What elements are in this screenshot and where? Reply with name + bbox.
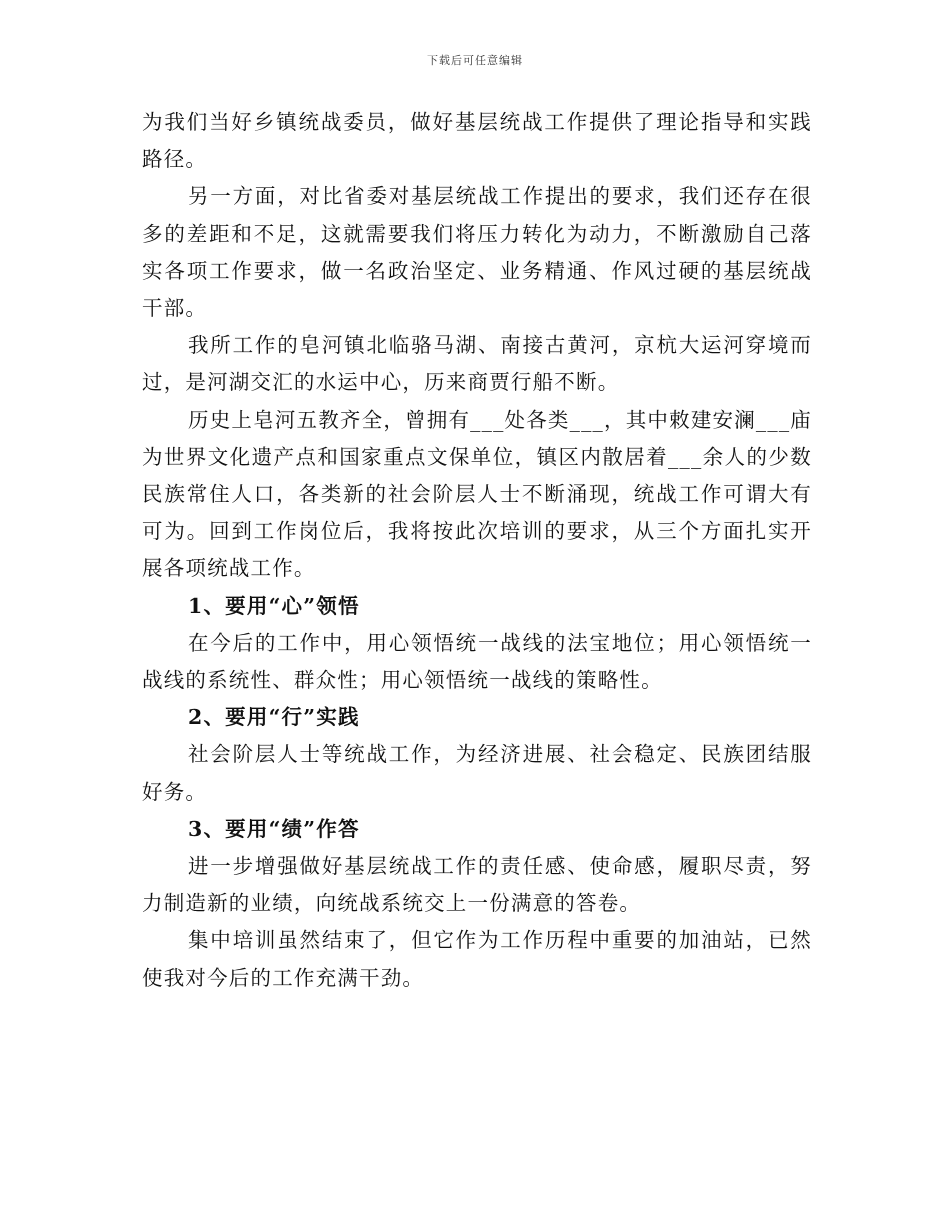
paragraph: 在今后的工作中，用心领悟统一战线的法宝地位；用心领悟统一战线的系统性、群众性；用心领悟统一战线的策略性。	[142, 630, 812, 693]
paragraph: 社会阶层人士等统战工作，为经济进展、社会稳定、民族团结服好务。	[142, 742, 812, 804]
document-body	[142, 104, 812, 997]
paragraph: 进一步增强做好基层统战工作的责任感、使命感，履职尽责，努力制造新的业绩，向统战系统交上一份满意的答卷。	[142, 854, 812, 916]
section-heading: 1、要用“心”领悟	[188, 593, 360, 618]
section-heading: 3、要用“绩”作答	[188, 816, 360, 841]
page-header: 下载后可任意编辑	[427, 54, 523, 67]
paragraph: 历史上皂河五教齐全，曾拥有___处各类___，其中敕建安澜___庙为世界文化遗产点和国家重点文保单位，镇区内散居着___余人的少数民族常住人口，各类新的社会阶层人士不断涌现，统战工作可谓大有可为。回到工作岗位后，我将按此次培训的要求，从三个方面扎实开展各项统战工作。	[142, 407, 812, 581]
section-heading: 2、要用“行”实践	[188, 705, 360, 730]
paragraph: 我所工作的皂河镇北临骆马湖、南接古黄河，京杭大运河穿境而过，是河湖交汇的水运中心，历来商贾行船不断。	[142, 333, 812, 395]
paragraph: 另一方面，对比省委对基层统战工作提出的要求，我们还存在很多的差距和不足，这就需要我们将压力转化为动力，不断激励自己落实各项工作要求，做一名政治坚定、业务精通、作风过硬的基层统战干部。	[142, 184, 812, 321]
paragraph: 集中培训虽然结束了，但它作为工作历程中重要的加油站，已然使我对今后的工作充满干劲。	[142, 928, 812, 990]
paragraph: 为我们当好乡镇统战委员，做好基层统战工作提供了理论指导和实践路径。	[142, 110, 812, 172]
